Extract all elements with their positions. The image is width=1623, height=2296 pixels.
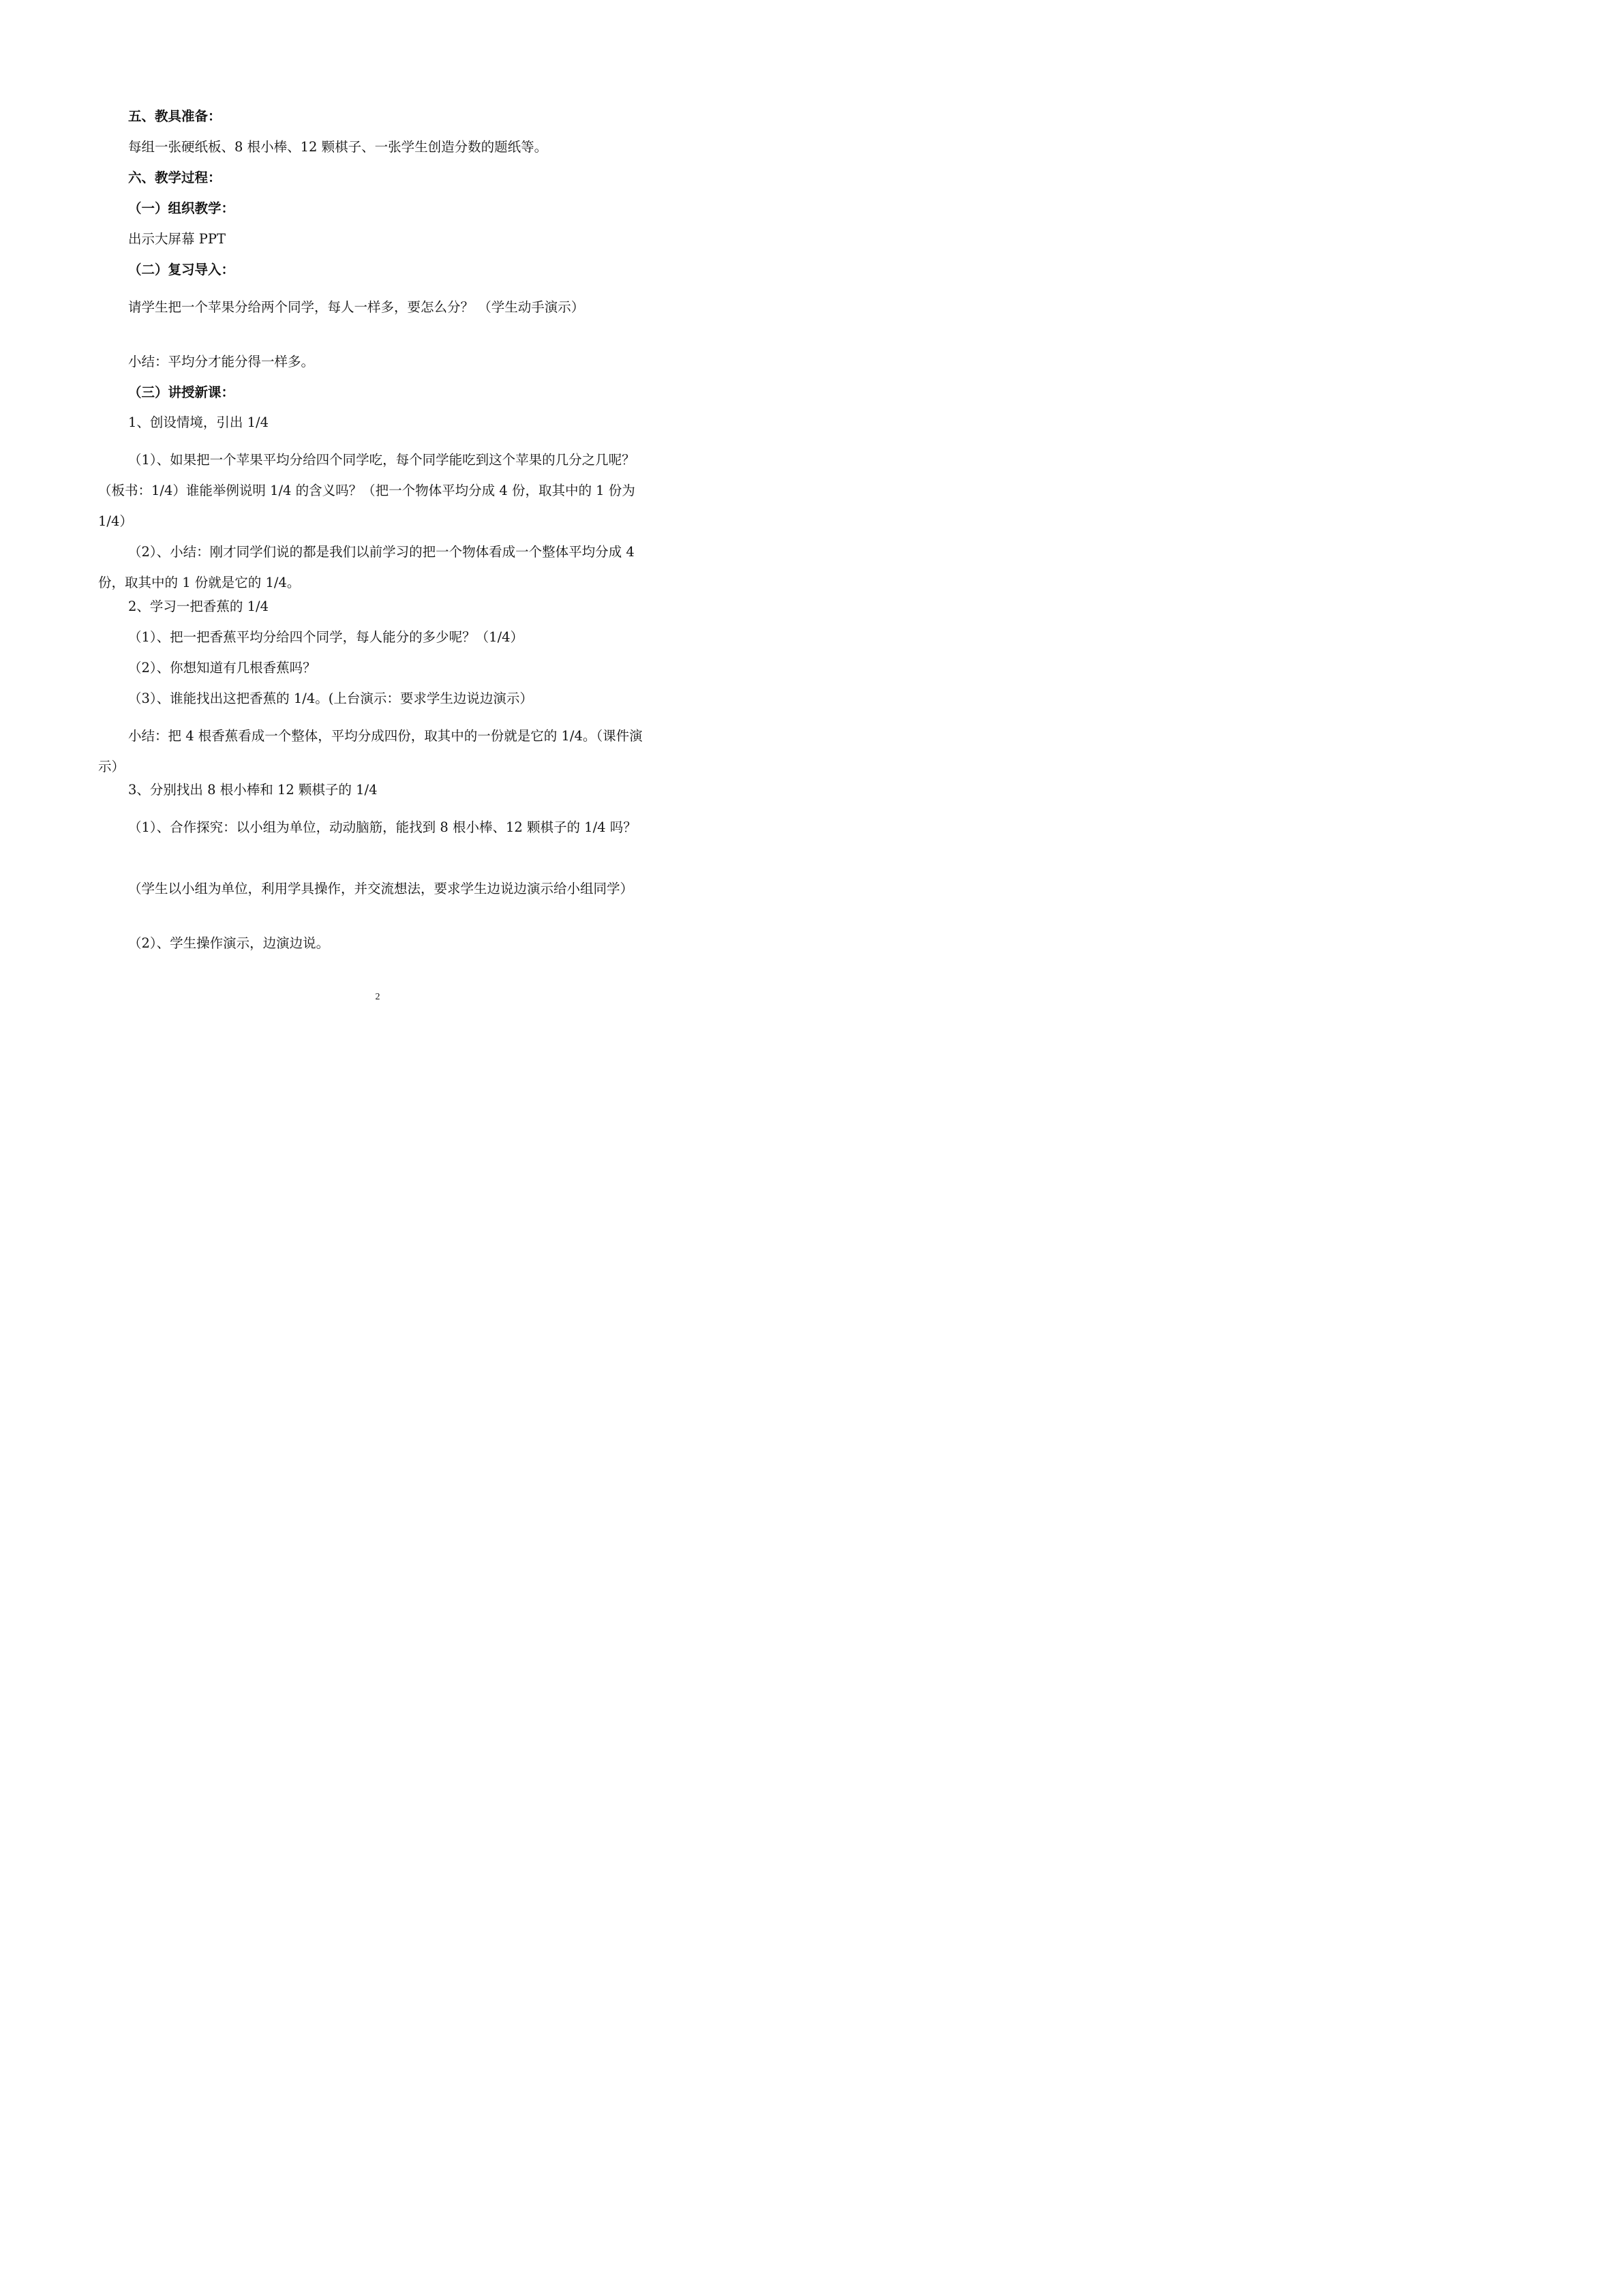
subheading-new-lesson: （三）讲授新课： bbox=[128, 384, 235, 400]
page-number: 2 bbox=[375, 992, 380, 1002]
paragraph-step-2-title: 2、学习一把香蕉的 1/4 bbox=[128, 599, 269, 614]
paragraph-step-2-3: （3）、谁能找出这把香蕉的 1/4。(上台演示：要求学生边说边演示） bbox=[128, 691, 533, 706]
paragraph-step-3-1: （1）、合作探究：以小组为单位，动动脑筋，能找到 8 根小棒、12 颗棋子的 1/4 吗？ bbox=[128, 819, 637, 835]
paragraph-step-3-2: （2）、学生操作演示，边演边说。 bbox=[128, 935, 330, 951]
section-heading-teaching-process: 六、教学过程： bbox=[128, 170, 222, 185]
paragraph-apple-question: 请学生把一个苹果分给两个同学，每人一样多，要怎么分？ （学生动手演示） bbox=[128, 299, 585, 315]
section-heading-teaching-aids: 五、教具准备： bbox=[128, 108, 222, 124]
paragraph-step-3-note: （学生以小组为单位，利用学具操作，并交流想法，要求学生边说边演示给小组同学） bbox=[128, 881, 634, 896]
paragraph-step-1-1: （1）、如果把一个苹果平均分给四个同学吃，每个同学能吃到这个苹果的几分之几呢？（板书：1/4）谁能举例说明 1/4 的含义吗？（把一个物体平均分成 4 份，取其中的 1 份为 1/4） bbox=[98, 452, 635, 529]
paragraph-step-3-title: 3、分别找出 8 根小棒和 12 颗棋子的 1/4 bbox=[128, 782, 378, 798]
paragraph-step-2-2: （2）、你想知道有几根香蕉吗？ bbox=[128, 660, 316, 676]
paragraph-step-2-1: （1）、把一把香蕉平均分给四个同学，每人能分的多少呢？（1/4） bbox=[128, 629, 524, 645]
paragraph-aids-list: 每组一张硬纸板、8 根小棒、12 颗棋子、一张学生创造分数的题纸等。 bbox=[128, 139, 548, 155]
paragraph-step-1-title: 1、创设情境，引出 1/4 bbox=[128, 414, 269, 430]
paragraph-step-1-2: （2）、小结：刚才同学们说的都是我们以前学习的把一个物体看成一个整体平均分成 4 份，取其中的 1 份就是它的 1/4。 bbox=[98, 544, 635, 590]
paragraph-step-2-summary: 小结：把 4 根香蕉看成一个整体，平均分成四份，取其中的一份就是它的 1/4。（课件演示） bbox=[98, 728, 643, 774]
subheading-organize-teaching: （一）组织教学： bbox=[128, 200, 235, 216]
subheading-review-intro: （二）复习导入： bbox=[128, 262, 235, 277]
paragraph-summary-average: 小结：平均分才能分得一样多。 bbox=[128, 354, 315, 369]
document-page bbox=[0, 0, 755, 1069]
paragraph-show-ppt: 出示大屏幕 PPT bbox=[128, 231, 226, 247]
